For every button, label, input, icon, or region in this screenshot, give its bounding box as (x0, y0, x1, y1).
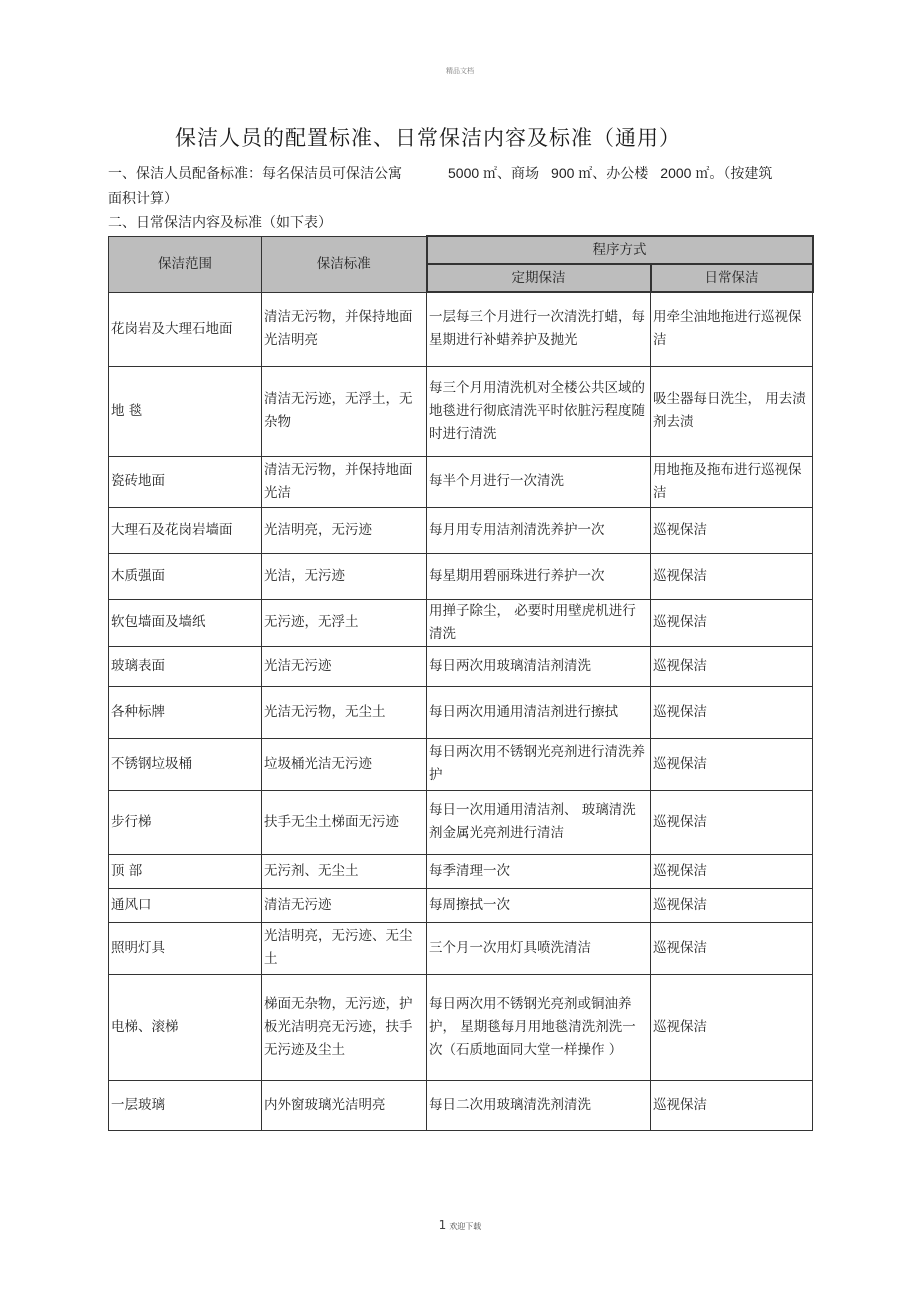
cell-scope: 软包墙面及墙纸 (109, 599, 262, 646)
section-1-line-2: 面积计算） (108, 191, 178, 207)
cell-standard: 内外窗玻璃光洁明亮 (262, 1080, 427, 1130)
cell-daily: 巡视保洁 (651, 686, 813, 738)
table-row (109, 854, 813, 888)
cell-periodic: 每日一次用通用清洁剂、 玻璃清洗剂金属光亮剂进行清洁 (427, 790, 651, 854)
cell-daily: 用牵尘油地拖进行巡视保洁 (651, 292, 813, 366)
cell-periodic: 每季清理一次 (427, 854, 651, 888)
cell-periodic: 每日二次用玻璃清洗剂清洗 (427, 1080, 651, 1130)
cell-daily: 巡视保洁 (651, 599, 813, 646)
cell-daily: 巡视保洁 (651, 888, 813, 922)
table-row (109, 686, 813, 738)
cell-daily: 巡视保洁 (651, 1080, 813, 1130)
cell-standard: 梯面无杂物，无污迹，护板光洁明亮无污迹，扶手无污迹及尘土 (262, 974, 427, 1080)
cell-periodic: 每日两次用玻璃清洁剂清洗 (427, 646, 651, 686)
cell-scope: 顶 部 (109, 854, 262, 888)
cell-daily: 巡视保洁 (651, 922, 813, 974)
cell-standard: 清洁无污物，并保持地面光洁明亮 (262, 292, 427, 366)
cell-scope: 电梯、滚梯 (109, 974, 262, 1080)
cell-daily: 用地拖及拖布进行巡视保洁 (651, 456, 813, 507)
cell-daily: 巡视保洁 (651, 507, 813, 553)
cell-periodic: 每三个月用清洗机对全楼公共区域的地毯进行彻底清洗平时依脏污程度随时进行清洗 (427, 366, 651, 456)
cell-periodic: 一层每三个月进行一次清洗打蜡，每星期进行补蜡养护及抛光 (427, 292, 651, 366)
cell-scope: 一层玻璃 (109, 1080, 262, 1130)
cell-periodic: 三个月一次用灯具喷洗清洁 (427, 922, 651, 974)
mall-label: 、商场 (497, 166, 540, 182)
table-row (109, 507, 813, 553)
cell-standard: 垃圾桶光洁无污迹 (262, 738, 427, 790)
cell-scope: 不锈钢垃圾桶 (109, 738, 262, 790)
cell-standard: 光洁，无污迹 (262, 553, 427, 599)
cell-daily: 巡视保洁 (651, 790, 813, 854)
header-periodic: 定期保洁 (427, 264, 651, 292)
cell-scope: 照明灯具 (109, 922, 262, 974)
section-1-prefix: 一、保洁人员配备标准：每名保洁员可保洁公寓 (108, 166, 402, 182)
cell-scope: 通风口 (109, 888, 262, 922)
cell-standard: 扶手无尘土梯面无污迹 (262, 790, 427, 854)
apartment-area: 5000 ㎡ (448, 165, 498, 181)
cell-scope: 花岗岩及大理石地面 (109, 292, 262, 366)
page-title: 保洁人员的配置标准、日常保洁内容及标准（通用） (175, 126, 681, 150)
table-row (109, 456, 813, 507)
cell-periodic: 每日两次用不锈钢光亮剂进行清洗养护 (427, 738, 651, 790)
cell-standard: 光洁无污迹 (262, 646, 427, 686)
cell-daily: 巡视保洁 (651, 646, 813, 686)
section-1-suffix: 。（按建筑 (709, 166, 773, 182)
table-row (109, 292, 813, 366)
cell-scope: 玻璃表面 (109, 646, 262, 686)
cell-scope: 木质强面 (109, 553, 262, 599)
table-row (109, 974, 813, 1080)
footer-text: 欢迎下载 (449, 1222, 482, 1231)
table-row (109, 738, 813, 790)
cell-daily: 巡视保洁 (651, 553, 813, 599)
cleaning-standards-table (108, 235, 814, 1131)
office-area: 2000 ㎡ (660, 165, 710, 181)
office-label: 、办公楼 (592, 166, 649, 182)
table-row (109, 1080, 813, 1130)
cell-scope: 地 毯 (109, 366, 262, 456)
page-number: 1 (438, 1218, 447, 1232)
table-row (109, 599, 813, 646)
cell-standard: 清洁无污迹，无浮土，无杂物 (262, 366, 427, 456)
cell-periodic: 每日两次用通用清洁剂进行擦拭 (427, 686, 651, 738)
cell-periodic: 每星期用碧丽珠进行养护一次 (427, 553, 651, 599)
table-row (109, 790, 813, 854)
cell-scope: 各种标牌 (109, 686, 262, 738)
section-2-heading: 二、日常保洁内容及标准（如下表） (108, 215, 332, 231)
mall-area: 900 ㎡ (551, 165, 593, 181)
cell-standard: 无污迹，无浮土 (262, 599, 427, 646)
cell-periodic: 每半个月进行一次清洗 (427, 456, 651, 507)
table-row (109, 553, 813, 599)
cell-standard: 清洁无污物，并保持地面光洁 (262, 456, 427, 507)
cell-standard: 光洁无污物，无尘土 (262, 686, 427, 738)
cell-scope: 瓷砖地面 (109, 456, 262, 507)
cell-standard: 光洁明亮，无污迹、无尘土 (262, 922, 427, 974)
header-note: 精品文档 (446, 67, 474, 75)
section-1-line-1 (108, 163, 772, 183)
cell-daily: 巡视保洁 (651, 974, 813, 1080)
table-row (109, 646, 813, 686)
cell-standard: 光洁明亮，无污迹 (262, 507, 427, 553)
header-procedure: 程序方式 (427, 236, 813, 264)
cell-scope: 大理石及花岗岩墙面 (109, 507, 262, 553)
page-footer (0, 1218, 920, 1232)
header-daily: 日常保洁 (651, 264, 813, 292)
cell-periodic: 每日两次用不锈钢光亮剂或铜油养护， 星期毯每月用地毯清洗剂洗一次（石质地面同大堂一样操作 ） (427, 974, 651, 1080)
cell-daily: 吸尘器每日洗尘， 用去渍剂去渍 (651, 366, 813, 456)
cell-daily: 巡视保洁 (651, 738, 813, 790)
table-row (109, 922, 813, 974)
cell-periodic: 每月用专用洁剂清洗养护一次 (427, 507, 651, 553)
cell-standard: 无污剂、无尘土 (262, 854, 427, 888)
cell-standard: 清洁无污迹 (262, 888, 427, 922)
header-scope: 保洁范围 (109, 236, 262, 292)
cell-periodic: 每周擦拭一次 (427, 888, 651, 922)
cell-daily: 巡视保洁 (651, 854, 813, 888)
table-row (109, 366, 813, 456)
cell-periodic: 用掸子除尘， 必要时用壁虎机进行清洗 (427, 599, 651, 646)
cell-scope: 步行梯 (109, 790, 262, 854)
table-row (109, 888, 813, 922)
header-standard: 保洁标准 (262, 236, 427, 292)
